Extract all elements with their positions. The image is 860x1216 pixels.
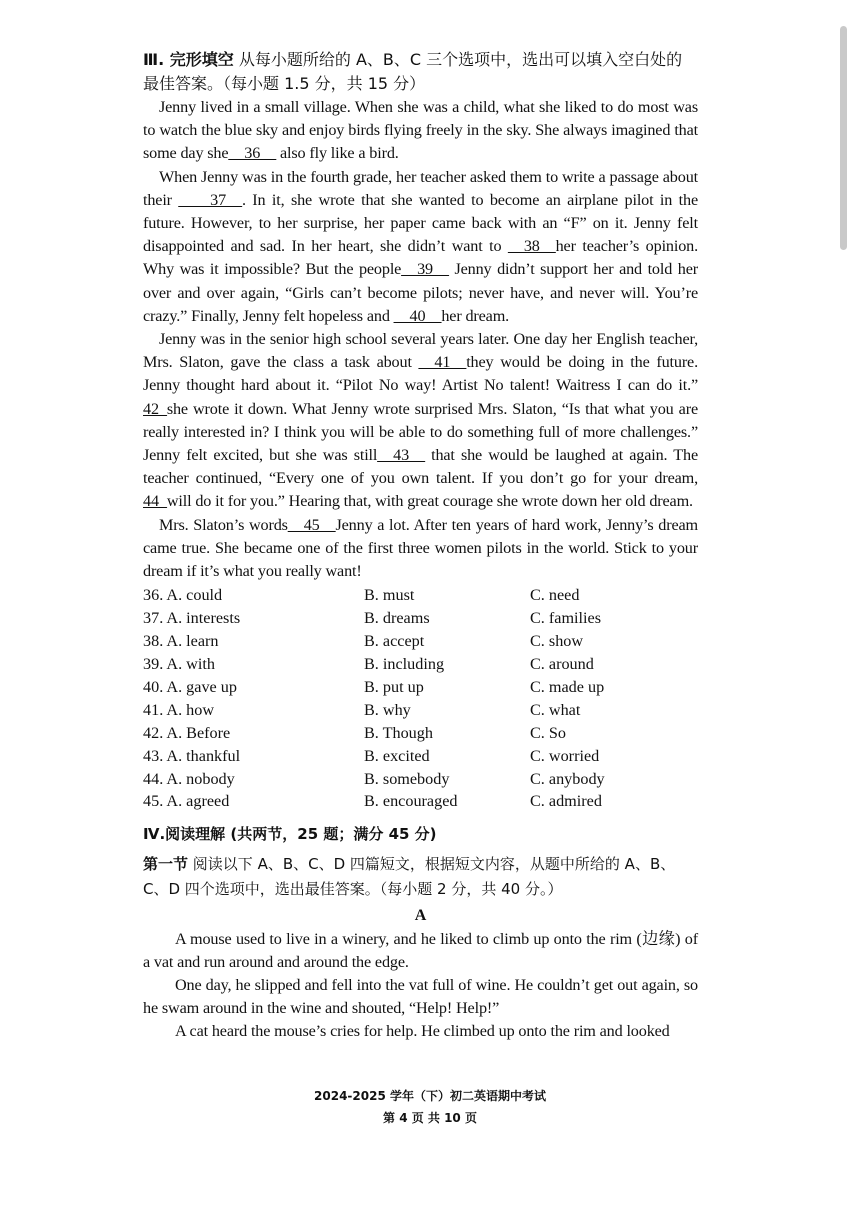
option-row <box>143 790 698 813</box>
option-row <box>143 699 698 722</box>
blank: __36__ <box>228 144 277 163</box>
blank: __45__ <box>287 515 336 534</box>
option-row <box>143 768 698 791</box>
option-a: 42. A. Before <box>143 723 231 742</box>
option-row <box>143 722 698 745</box>
passage-a-title: A <box>414 907 427 925</box>
option-row <box>143 630 698 653</box>
section3-title: Ⅲ. 完形填空 <box>143 50 234 69</box>
option-c: C. worried <box>530 746 600 765</box>
option-a: 43. A. thankful <box>143 746 241 765</box>
option-b: B. must <box>364 586 415 605</box>
options-list <box>143 584 698 813</box>
part1-instruction: 阅读以下 A、B、C、D 四篇短文，根据短文内容，从题中所给的 A、B、C、D 四个选项中，选出最佳答案。（每小题 2 分，共 40 分。） <box>143 855 676 899</box>
passage-text: her teacher’s opinion. Why was it impossible? But the people <box>143 237 698 279</box>
section3-instruction: 从每小题所给的 A、B、C 三个选项中，选出可以填入空白处的最佳答案。（每小题 1.5 分，共 15 分） <box>143 50 683 93</box>
option-a: 38. A. learn <box>143 632 219 651</box>
part1-title: 第一节 <box>143 855 189 874</box>
passage-a-paragraph: A mouse used to live in a winery, and he liked to climb up onto the rim (边缘) of a vat and run around and around the edge. <box>143 930 698 972</box>
option-b: B. why <box>364 700 411 719</box>
option-b: B. including <box>364 654 445 673</box>
option-row <box>143 653 698 676</box>
passage-text: Jenny was in the senior high school several years later. One day her English teacher, Mrs. Slaton, gave the class a task about <box>143 330 698 372</box>
option-b: B. put up <box>364 677 424 696</box>
passage-text: . In it, she wrote that she wanted to become an airplane pilot in the future. However, to her surprise, her paper came back with an “F” on it. Jenny felt disappointed and sad. In her heart, she didn’t want to <box>143 190 698 256</box>
passage-a-paragraph: A cat heard the mouse’s cries for help. He climbed up onto the rim and looked <box>175 1021 670 1040</box>
passage-text: Jenny a lot. After ten years of hard work, Jenny’s dream came true. She became one of the first three women pilots in the world. Stick to your dream if it’s what you really want! <box>143 515 698 581</box>
passage-text: Mrs. Slaton’s words <box>159 515 288 534</box>
blank: __39__ <box>401 260 449 279</box>
option-row <box>143 607 698 630</box>
option-b: B. Though <box>364 723 433 742</box>
option-a: 39. A. with <box>143 654 215 673</box>
option-c: C. So <box>530 723 566 742</box>
footer-page-number: 第 4 页 共 10 页 <box>383 1111 477 1125</box>
scrollbar[interactable] <box>840 26 847 250</box>
option-c: C. families <box>530 609 602 628</box>
passage-a <box>143 928 698 1042</box>
passage-text: she wrote it down. What Jenny wrote surprised Mrs. Slaton, “Is that what you are really interested in? I think you will be able to do something full of more challenges.” Jenny felt excited, but she was still <box>143 399 698 465</box>
passage-paragraph-1 <box>143 96 698 166</box>
page-content <box>143 48 698 1042</box>
option-c: C. show <box>530 632 584 651</box>
option-a: 37. A. interests <box>143 609 241 628</box>
blank: __38__ <box>507 237 556 256</box>
passage-text: they would be doing in the future. Jenny thought hard about it. “Pilot No way! Artist No talent! Waitress I can do it.” <box>143 353 698 395</box>
option-b: B. excited <box>364 746 430 765</box>
option-a: 45. A. agreed <box>143 792 230 811</box>
option-row <box>143 584 698 607</box>
option-row <box>143 745 698 768</box>
passage-paragraph-2 <box>143 166 698 328</box>
blank: ____37__ <box>178 190 242 209</box>
blank: 42_ <box>143 399 167 418</box>
option-a: 40. A. gave up <box>143 677 237 696</box>
passage-text: will do it for you.” Hearing that, with great courage she wrote down her old dream. <box>166 492 693 511</box>
option-c: C. what <box>530 700 581 719</box>
blank: __41__ <box>418 353 467 372</box>
blank: __40__ <box>393 306 442 325</box>
option-c: C. anybody <box>530 769 605 788</box>
option-b: B. encouraged <box>364 792 458 811</box>
passage-text: also fly like a bird. <box>276 144 399 163</box>
passage-a-paragraph: One day, he slipped and fell into the vat full of wine. He couldn’t get out again, so he swam around in the wine and shouted, “Help! Help!” <box>143 975 698 1017</box>
option-b: B. accept <box>364 632 425 651</box>
passage-text: Jenny lived in a small village. When she was a child, what she liked to do most was to watch the blue sky and enjoy birds flying freely in the sky. She always imagined that some day she <box>143 98 698 163</box>
option-c: C. made up <box>530 677 605 696</box>
blank: 44_ <box>143 492 167 511</box>
option-b: B. dreams <box>364 609 430 628</box>
option-c: C. around <box>530 654 594 673</box>
option-row <box>143 676 698 699</box>
blank: __43__ <box>377 446 425 465</box>
passage-text: her dream. <box>441 306 510 325</box>
option-b: B. somebody <box>364 769 450 788</box>
section3-heading <box>143 48 698 96</box>
section4-title: Ⅳ.阅读理解 (共两节，25 题；满分 45 分) <box>143 825 437 844</box>
option-a: 41. A. how <box>143 700 215 719</box>
passage-text: Jenny didn’t support her and told her over and over again, “Girls can’t become pilots; never have, and never will. You’re crazy.” Finally, Jenny felt hopeless and <box>143 260 698 325</box>
option-a: 44. A. nobody <box>143 769 235 788</box>
option-a: 36. A. could <box>143 586 223 605</box>
passage-paragraph-3 <box>143 328 698 514</box>
footer-exam-title: 2024-2025 学年（下）初二英语期中考试 <box>314 1089 546 1103</box>
section4-part1-instruction <box>143 852 698 902</box>
passage-text: that she would be laughed at again. The teacher continued, “Every one of you own talent. If you don’t go for your dream, <box>143 446 699 488</box>
option-c: C. admired <box>530 792 602 811</box>
passage-text: When Jenny was in the fourth grade, her teacher asked them to write a passage about their <box>143 167 698 209</box>
option-c: C. need <box>530 586 580 605</box>
passage-paragraph-4 <box>143 514 698 584</box>
